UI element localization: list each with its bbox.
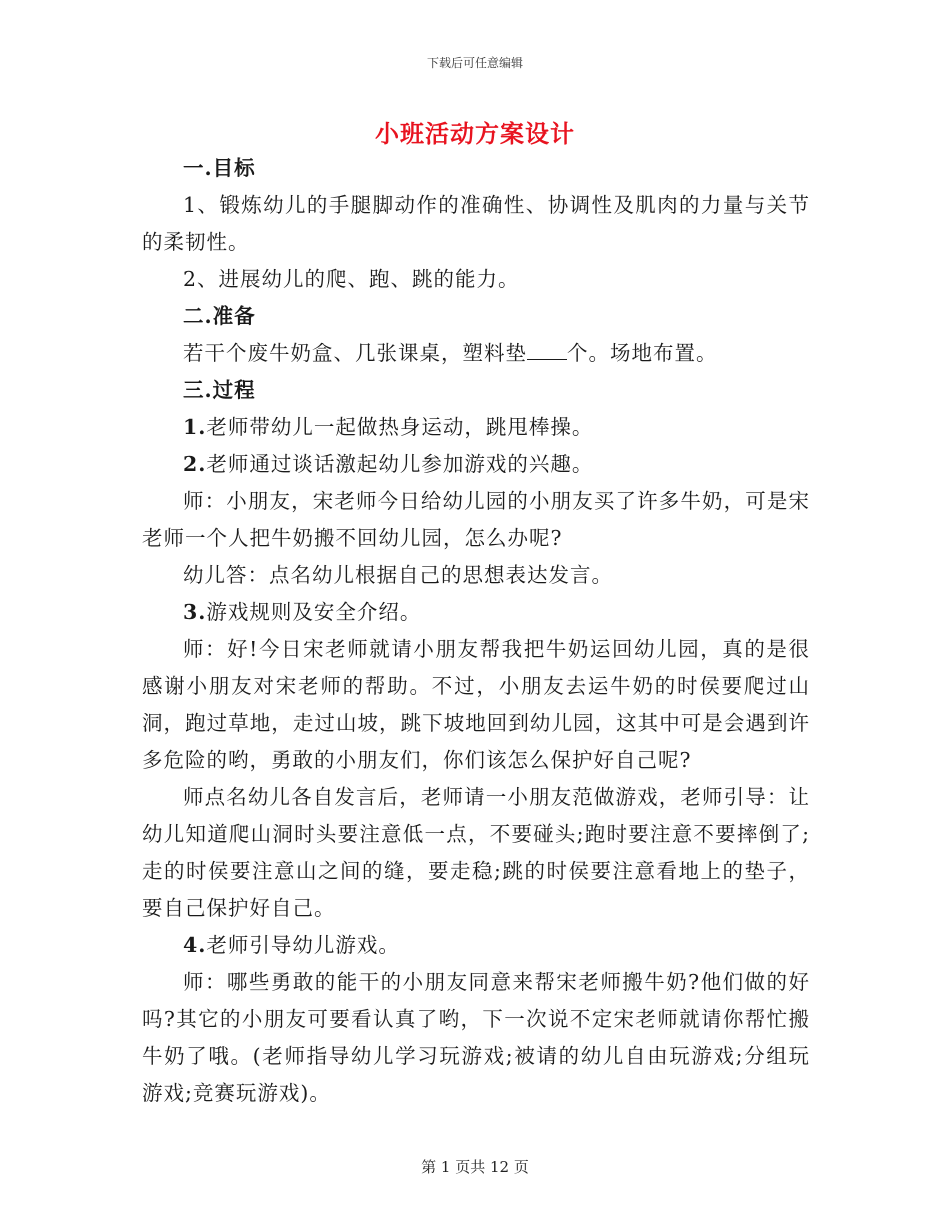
step-number: 3. — [183, 600, 207, 624]
document-body — [142, 150, 810, 1112]
teacher-dialogue-3: 师点名幼儿各自发言后，老师请一小朋友范做游戏，老师引导：让幼儿知道爬山洞时头要注意低一点，不要碰头;跑时要注意不要摔倒了;走的时侯要注意山之间的缝，要走稳;跳的时侯要注意看地上的垫子，要自己保护好自己。 — [142, 785, 810, 920]
preparation-text-before: 若干个废牛奶盒、几张课桌，塑料垫 — [183, 341, 527, 365]
step-number: 2. — [183, 452, 207, 476]
preparation-text-after: 个。场地布置。 — [567, 341, 718, 365]
section-heading-preparation: 二.准备 — [183, 304, 256, 328]
process-step-3 — [142, 594, 810, 631]
teacher-dialogue-4: 师：哪些勇敢的能干的小朋友同意来帮宋老师搬牛奶?他们做的好吗?其它的小朋友可要看认真了哟，下一次说不定宋老师就请你帮忙搬牛奶了哦。(老师指导幼儿学习玩游戏;被请的幼儿自由玩游戏;分组玩游戏;竞赛玩游戏)。 — [142, 970, 810, 1105]
teacher-dialogue-1: 师：小朋友，宋老师今日给幼儿园的小朋友买了许多牛奶，可是宋老师一个人把牛奶搬不回幼儿园，怎么办呢? — [142, 489, 810, 550]
process-step-4 — [142, 927, 810, 964]
step-text: 老师带幼儿一起做热身运动，跳甩棒操。 — [206, 415, 594, 439]
fill-in-blank — [527, 341, 567, 360]
section-heading-goal: 一.目标 — [183, 156, 256, 180]
process-step-1 — [142, 409, 810, 446]
step-text: 老师通过谈话激起幼儿参加游戏的兴趣。 — [206, 452, 594, 476]
document-title: 小班活动方案设计 — [375, 119, 575, 148]
step-text: 老师引导幼儿游戏。 — [206, 933, 400, 957]
header-note: 下载后可任意编辑 — [426, 56, 523, 70]
child-answer: 幼儿答：点名幼儿根据自己的思想表达发言。 — [183, 563, 613, 587]
section-heading-process: 三.过程 — [183, 378, 256, 402]
step-text: 游戏规则及安全介绍。 — [206, 600, 422, 624]
goal-item-1: 1、锻炼幼儿的手腿脚动作的准确性、协调性及肌肉的力量与关节的柔韧性。 — [142, 193, 810, 254]
process-step-2 — [142, 446, 810, 483]
step-number: 4. — [183, 933, 207, 957]
page-footer: 第 1 页共 12 页 — [421, 1158, 529, 1176]
goal-item-2: 2、进展幼儿的爬、跑、跳的能力。 — [183, 267, 520, 291]
preparation-text — [142, 335, 810, 372]
teacher-dialogue-2: 师：好!今日宋老师就请小朋友帮我把牛奶运回幼儿园，真的是很感谢小朋友对宋老师的帮助。不过，小朋友去运牛奶的时侯要爬过山洞，跑过草地，走过山坡，跳下坡地回到幼儿园，这其中可是会遇到许多危险的哟，勇敢的小朋友们，你们该怎么保护好自己呢? — [142, 637, 810, 772]
step-number: 1. — [183, 415, 207, 439]
